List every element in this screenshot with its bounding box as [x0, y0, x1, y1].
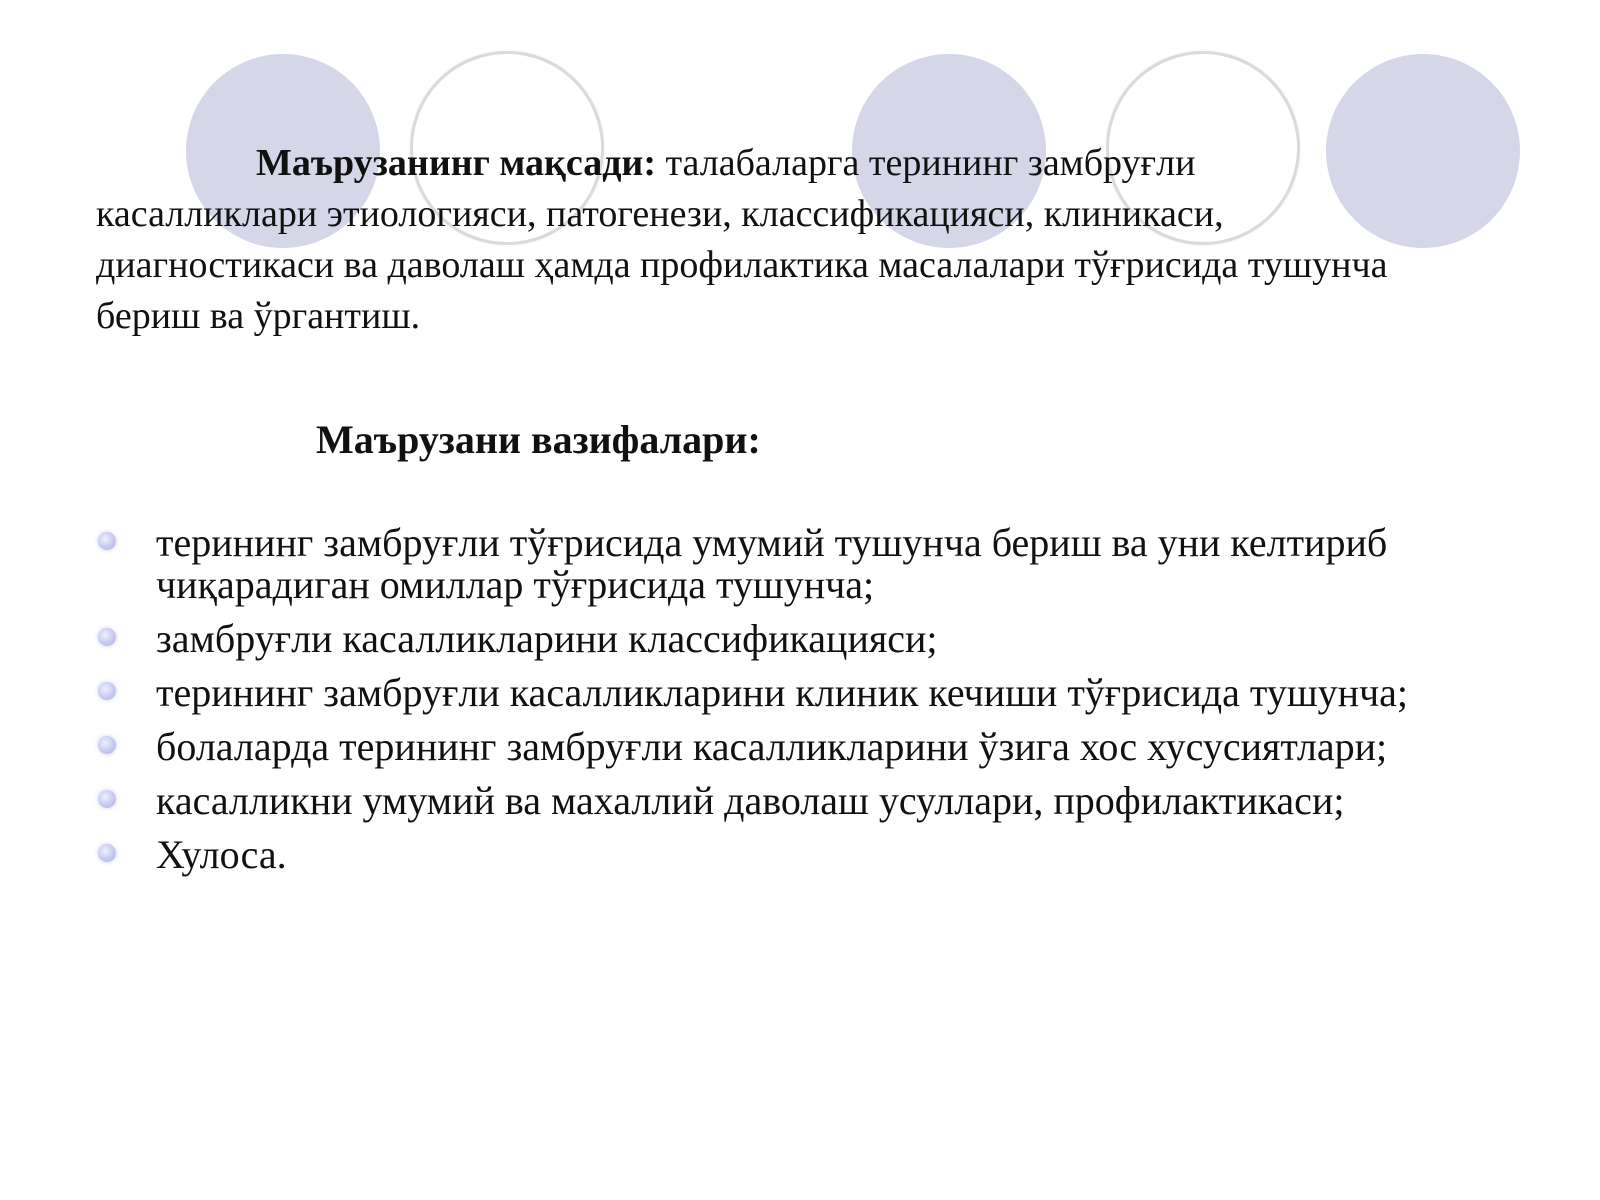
bullet-icon: [98, 628, 116, 646]
list-item: [96, 618, 1536, 660]
list-item: [96, 834, 1536, 876]
list-item-text: терининг замбруғли касалликларини клиник кечиши тўғрисида тушунча;: [156, 670, 1409, 715]
lecture-tasks-list: [96, 522, 1536, 888]
list-item-text: терининг замбруғли тўғрисида умумий тушунча бериш ва уни келтириб чиқарадиган омиллар тўғрисида тушунча;: [156, 520, 1388, 607]
bullet-icon: [98, 844, 116, 862]
list-item: [96, 522, 1536, 606]
bullet-icon: [98, 790, 116, 808]
list-item-text: Хулоса.: [156, 832, 287, 877]
list-item-text: болаларда терининг замбруғли касалликларини ўзига хос хусусиятлари;: [156, 724, 1388, 769]
bullet-icon: [98, 682, 116, 700]
list-item: [96, 780, 1536, 822]
list-item: [96, 726, 1536, 768]
list-item-text: касалликни умумий ва махаллий даволаш усуллари, профилактикаси;: [156, 778, 1345, 823]
lecture-goal-text: талабаларга терининг замбруғли касалликлари этиологияси, патогенези, классификацияси, клиникаси, диагностикаси ва даволаш ҳамда профилактика масалалари тўғрисида тушунча бериш ва ўргантиш.: [96, 142, 1388, 337]
bullet-icon: [98, 736, 116, 754]
lecture-goal-paragraph: [96, 138, 1426, 342]
list-item: [96, 672, 1536, 714]
lecture-tasks-title: Маърузани вазифалари:: [316, 417, 761, 462]
lecture-goal-label: Маърузанинг мақсади:: [256, 142, 656, 184]
list-item-text: замбруғли касалликларини классификацияси;: [156, 616, 938, 661]
bullet-icon: [98, 532, 116, 550]
